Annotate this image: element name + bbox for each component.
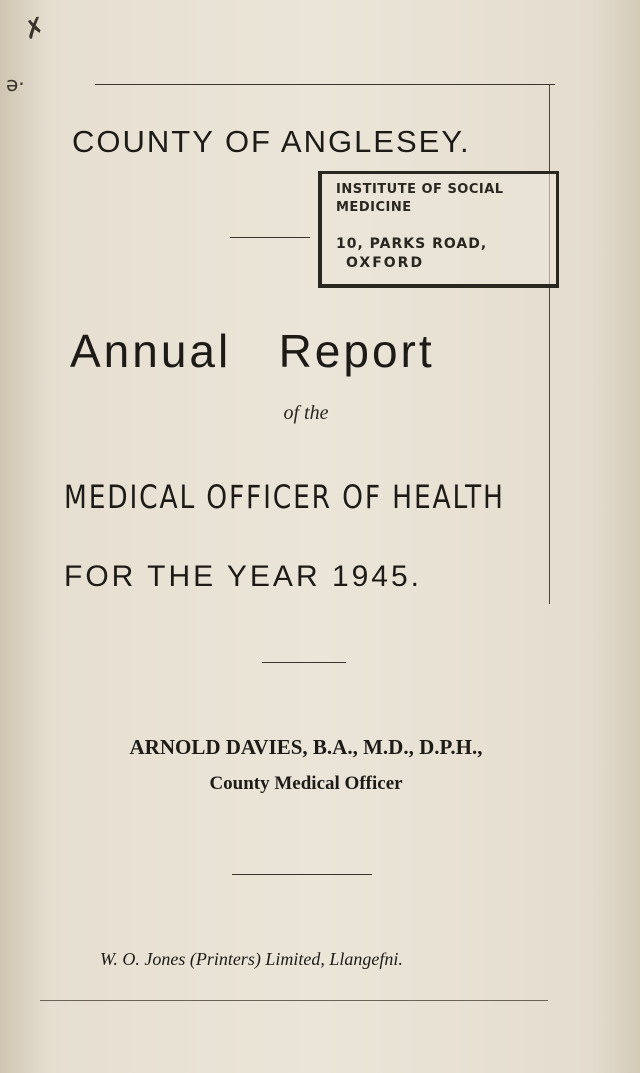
divider — [232, 874, 372, 875]
title-annual: Annual — [70, 325, 232, 377]
stamp-city: OXFORD — [346, 255, 425, 271]
stamp-institute: INSTITUTE OF SOCIAL — [336, 182, 504, 197]
divider — [262, 662, 346, 663]
of-the-line: of the — [283, 402, 329, 424]
office-heading: MEDICAL OFFICER OF HEALTH — [64, 478, 505, 516]
county-heading: COUNTY OF ANGLESEY. — [72, 124, 471, 159]
divider — [230, 237, 310, 238]
printer-imprint: W. O. Jones (Printers) Limited, Llangefni. — [100, 949, 403, 969]
bottom-rule — [40, 1000, 548, 1001]
report-title — [70, 324, 550, 378]
pencil-mark-icon: ✗ — [19, 11, 50, 47]
stamp-department: MEDICINE — [336, 200, 412, 215]
author-name: ARNOLD DAVIES, B.A., M.D., D.P.H., — [129, 735, 483, 759]
author-role: County Medical Officer — [209, 773, 403, 794]
stamp-address: 10, PARKS ROAD, — [336, 236, 488, 252]
year-heading: FOR THE YEAR 1945. — [64, 560, 423, 593]
title-report: Report — [278, 325, 435, 377]
pencil-mark-icon: ə· — [6, 72, 25, 96]
top-rule — [95, 84, 555, 85]
library-stamp — [318, 171, 559, 288]
